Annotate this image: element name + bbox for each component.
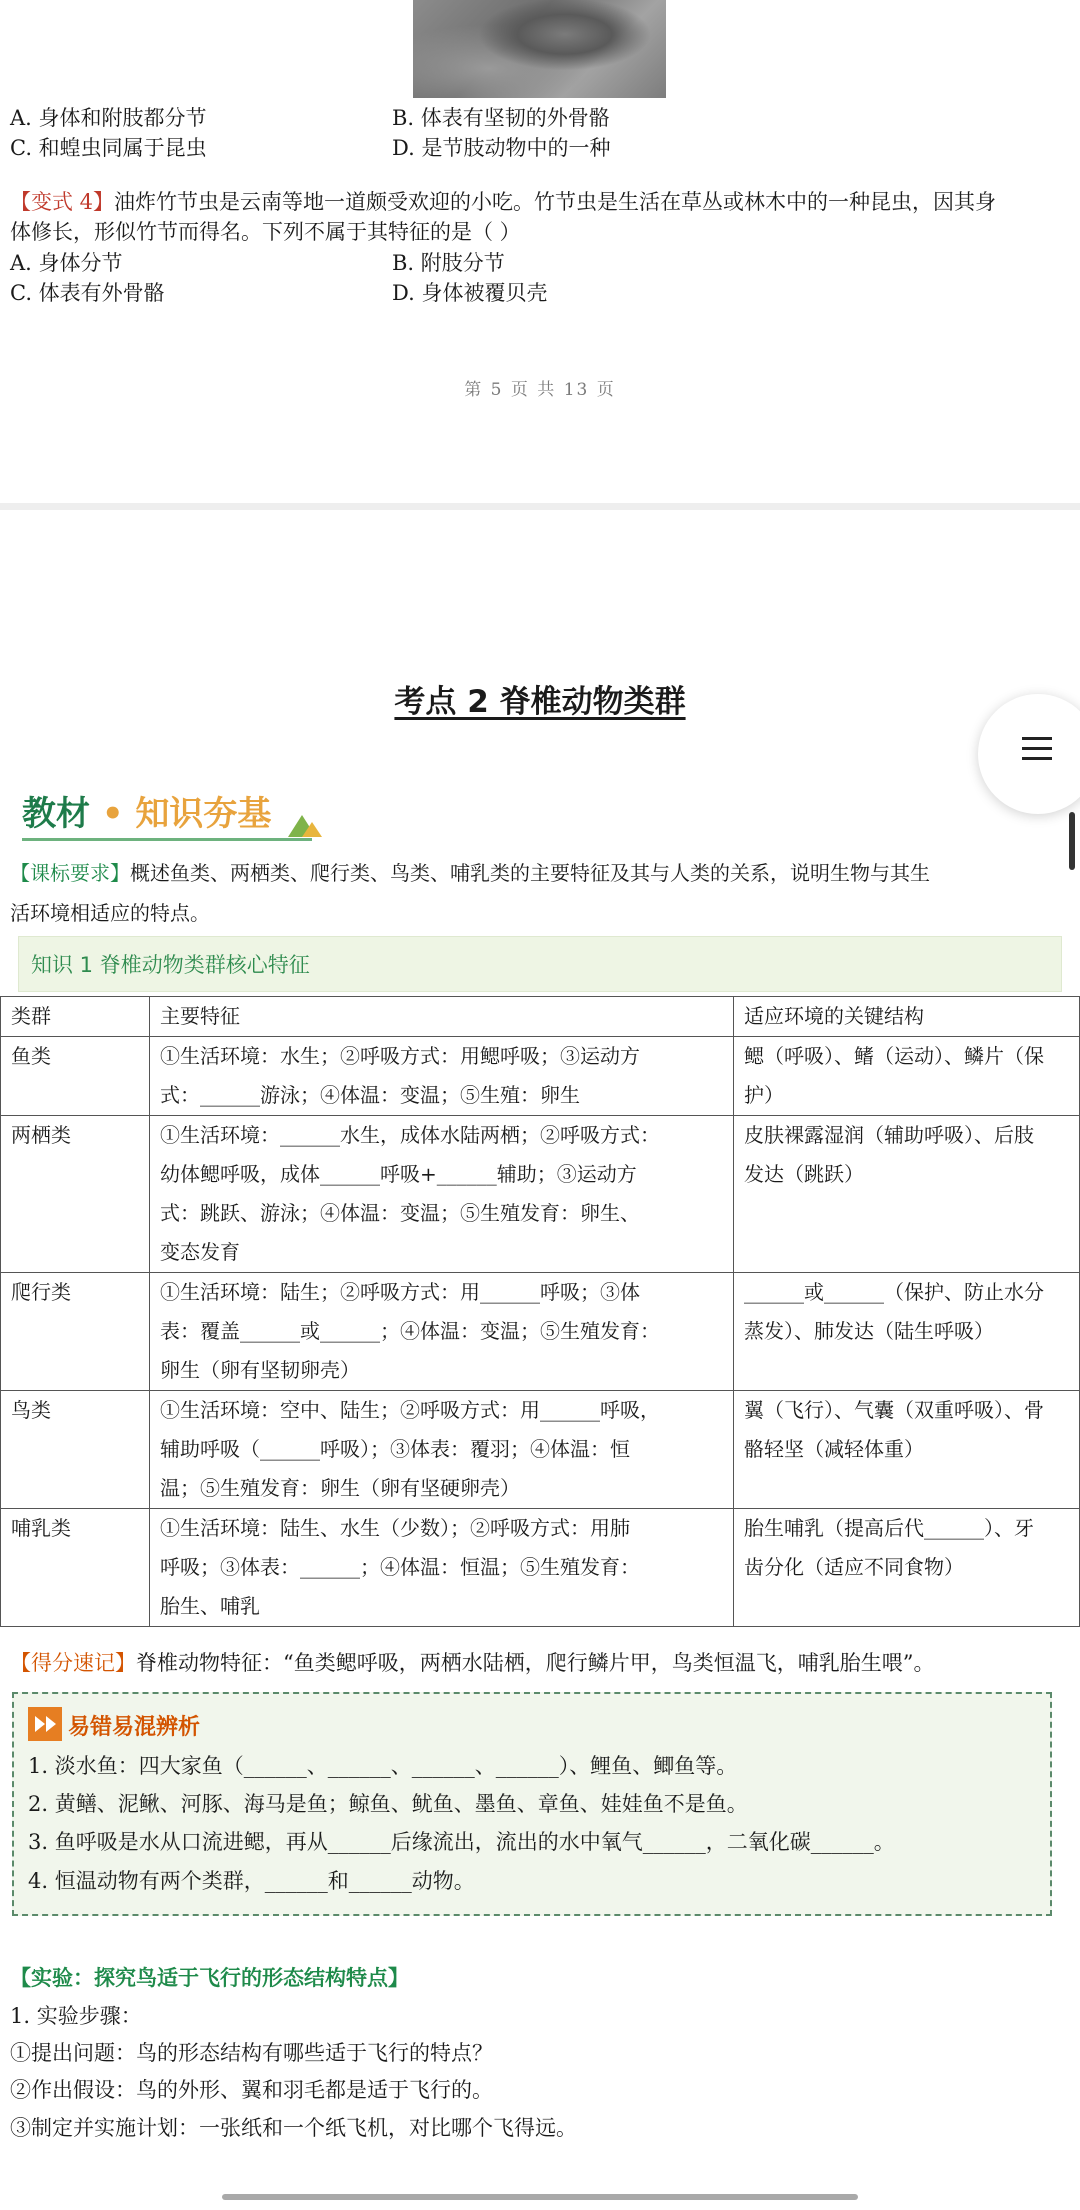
group-cell: 鱼类 [1,1037,150,1116]
page-divider [0,503,1080,510]
feature-cell: ①生活环境：陆生；②呼吸方式：用______呼吸；③体 表：覆盖______或______；④体温：变温；⑤生殖发育： 卵生（卵有坚韧卵壳） [150,1273,734,1391]
score-summary [10,1646,934,1680]
variant4-option-c: C. 体表有外骨骼 [10,281,165,305]
home-indicator[interactable] [222,2194,858,2200]
summary-text: 脊椎动物特征：“鱼类鳃呼吸，两栖水陆栖，爬行鳞片甲，鸟类恒温飞，哺乳胎生喂”。 [136,1651,935,1675]
structure-cell: 胎生哺乳（提高后代______）、牙 齿分化（适应不同食物） [734,1509,1080,1627]
menu-button[interactable] [978,694,1080,814]
variant4-option-a: A. 身体分节 [10,251,123,275]
structure-cell: 皮肤裸露湿润（辅助呼吸）、后肢 发达（跳跃） [734,1116,1080,1273]
group-cell: 两栖类 [1,1116,150,1273]
variant4-option-b: B. 附肢分节 [392,251,505,275]
experiment-line: ①提出问题：鸟的形态结构有哪些适于飞行的特点？ [10,2041,493,2065]
page-footer: 第 5 页 共 13 页 [464,380,616,400]
table-header: 适应环境的关键结构 [734,997,1080,1037]
option-d: D. 是节肢动物中的一种 [392,136,611,160]
table-header: 主要特征 [150,997,734,1037]
structure-cell: ______或______（保护、防止水分 蒸发）、肺发达（陆生呼吸） [734,1273,1080,1391]
course-req-text: 概述鱼类、两栖类、爬行类、鸟类、哺乳类的主要特征及其与人类的关系，说明生物与其生 [130,861,930,885]
course-req-line1 [10,858,930,888]
option-a: A. 身体和附肢都分节 [10,106,207,130]
variant4-tag: 【变式 4】 [10,190,115,214]
insect-photo [413,0,666,98]
table-header: 类群 [1,997,150,1037]
option-b: B. 体表有坚韧的外骨骼 [392,106,610,130]
variant4-line1 [10,187,996,217]
banner-part2: 知识夯基 [135,794,272,834]
group-cell: 鸟类 [1,1391,150,1509]
table-row [1,1116,1080,1273]
course-req-line2: 活环境相适应的特点。 [10,901,210,925]
feature-cell: ①生活环境：空中、陆生；②呼吸方式：用______呼吸， 辅助呼吸（______呼吸）；③体表：覆羽；④体温：恒 温；⑤生殖发育：卵生（卵有坚硬卵壳） [150,1391,734,1509]
section-banner [22,786,271,835]
table-row [1,1037,1080,1116]
banner-part1: 教材 [22,794,90,834]
structure-cell: 鳃（呼吸）、鳍（运动）、鳞片（保 护） [734,1037,1080,1116]
error-item: 2. 黄鳝、泥鳅、河豚、海马是鱼；鲸鱼、鱿鱼、墨鱼、章鱼、娃娃鱼不是鱼。 [28,1792,748,1816]
option-c: C. 和蝗虫同属于昆虫 [10,136,207,160]
mountain-small-icon [302,822,322,837]
double-chevron-icon [28,1707,62,1741]
table-row [1,1509,1080,1627]
table-header-row [1,997,1080,1037]
group-cell: 爬行类 [1,1273,150,1391]
page-title: 考点 2 脊椎动物类群 [394,684,686,720]
structure-cell: 翼（飞行）、气囊（双重呼吸）、骨 骼轻坚（减轻体重） [734,1391,1080,1509]
feature-cell: ①生活环境：______水生，成体水陆两栖；②呼吸方式： 幼体鳃呼吸，成体______呼吸+______辅助；③运动方 式：跳跃、游泳；④体温：变温；⑤生殖发育：卵生、 变态发育 [150,1116,734,1273]
variant4-text1: 油炸竹节虫是云南等地一道颇受欢迎的小吃。竹节虫是生活在草丛或林木中的一种昆虫，因其身 [114,190,997,214]
experiment-line: ③制定并实施计划：一张纸和一个纸飞机，对比哪个飞得远。 [10,2116,577,2140]
course-req-tag: 【课标要求】 [10,861,130,885]
feature-cell: ①生活环境：陆生、水生（少数）；②呼吸方式：用肺 呼吸；③体表：______；④体温：恒温；⑤生殖发育： 胎生、哺乳 [150,1509,734,1627]
experiment-title: 【实验：探究鸟适于飞行的形态结构特点】 [10,1966,409,1990]
error-item: 4. 恒温动物有两个类群，______和______动物。 [28,1869,475,1893]
variant4-option-d: D. 身体被覆贝壳 [392,281,548,305]
feature-cell: ①生活环境：水生；②呼吸方式：用鳃呼吸；③运动方 式：______游泳；④体温：变温；⑤生殖：卵生 [150,1037,734,1116]
table-row [1,1273,1080,1391]
experiment-line: 1. 实验步骤： [10,2004,142,2028]
knowledge1-header: 知识 1 脊椎动物类群核心特征 [18,936,1062,992]
error-item: 1. 淡水鱼：四大家鱼（______、______、______、______）、鲤鱼、鲫鱼等。 [28,1754,738,1778]
experiment-line: ②作出假设：鸟的外形、翼和羽毛都是适于飞行的。 [10,2078,493,2102]
summary-tag: 【得分速记】 [10,1651,136,1675]
features-table [0,996,1080,1627]
error-item: 3. 鱼呼吸是水从口流进鳃，再从______后缘流出，流出的水中氧气______，二氧化碳______。 [28,1830,895,1854]
banner-dot: • [90,794,136,834]
table-row [1,1391,1080,1509]
group-cell: 哺乳类 [1,1509,150,1627]
banner-underline [22,838,312,841]
variant4-line2: 体修长，形似竹节而得名。下列不属于其特征的是（ ） [10,220,521,244]
error-box-title: 易错易混辨析 [68,1715,201,1740]
scrollbar-thumb[interactable] [1069,812,1075,870]
